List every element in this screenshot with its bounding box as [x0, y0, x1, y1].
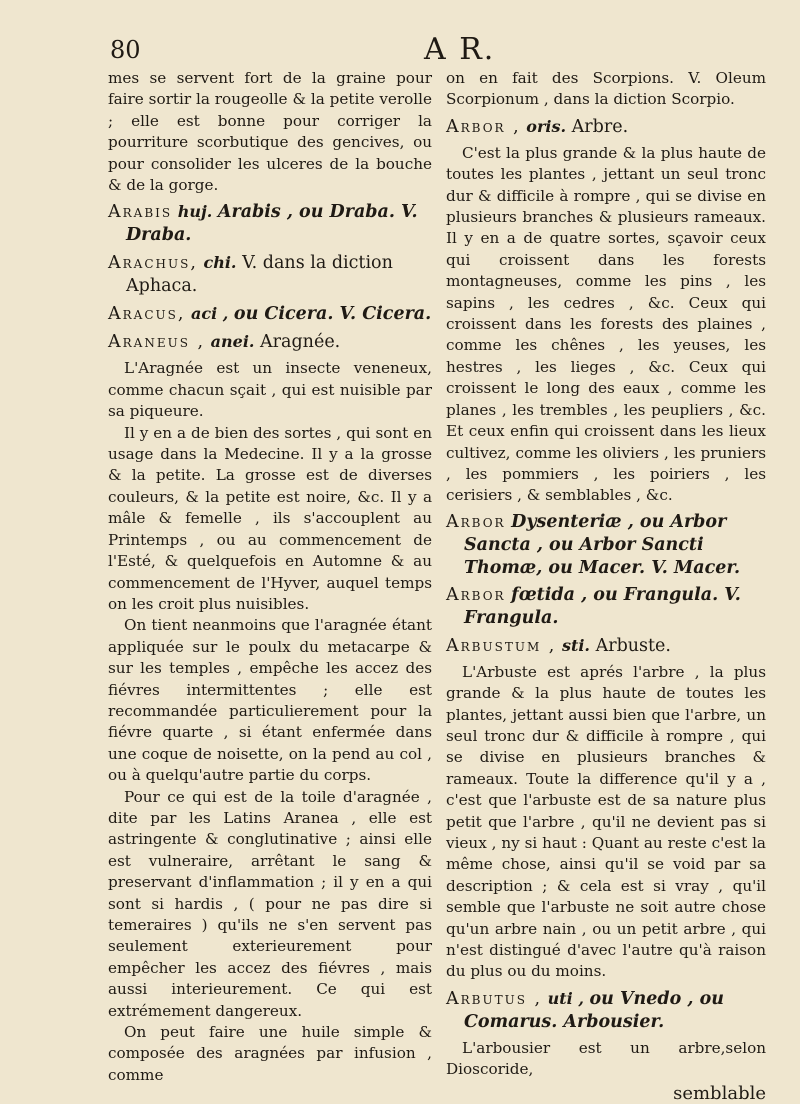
cross-reference: Arabis , ou Draba. V. Draba.	[126, 202, 418, 246]
genitive: sti.	[561, 635, 590, 655]
running-head: A R.	[424, 32, 496, 67]
paragraph: L'Aragnée est un insecte veneneux, comme chacun sçait , qui est nuisible par sa piqueure.	[108, 359, 432, 421]
headword: Arbor	[446, 511, 506, 532]
cross-reference: ou Cicera. V. Cicera.	[233, 304, 432, 325]
cross-reference: ou Vnedo , ou Comarus. Arbousier.	[464, 988, 724, 1032]
entry-arachus	[108, 251, 432, 298]
translation: Arbre.	[571, 116, 629, 137]
entry-arbustum	[446, 634, 766, 658]
headword: Arbutus ,	[446, 988, 543, 1009]
entry-araneus	[108, 330, 432, 354]
genitive: huj.	[177, 202, 213, 222]
cross-reference: Dysenteriæ , ou Arbor Sancta , ou Arbor Sancti Thomæ, ou Macer. V. Macer.	[464, 511, 741, 578]
entry-arbor	[446, 115, 766, 139]
genitive: uti ,	[547, 988, 584, 1008]
catchword: semblable	[673, 1082, 766, 1104]
paragraph: Il y en a de bien des sortes , qui sont en usage dans la Medecine. Il y a la grosse & la petite. La grosse est de diverses couleurs, & la petite est noire, &c. Il y a mâle & femelle , ils s'accouplent au Printemps , ou au commencement de l'Esté, & quelquefois en Automne & au commencement de l'Hyver, auquel temps on les croit plus nuisibles.	[108, 423, 432, 613]
cross-reference: fœtida , ou Frangula. V. Frangula.	[464, 584, 741, 628]
entry-arbor-foetida	[446, 584, 766, 630]
headword: Arbor	[446, 584, 506, 605]
genitive: aci ,	[191, 304, 229, 324]
paragraph: On tient neanmoins que l'aragnée étant appliquée sur le poulx du metacarpe & sur les temples , empêche les accez des fiévres intermittentes ; elle est recommandée particulierement pour la fiévre quarte , si étant enfermée dans une coque de noisette, on la pend au col , ou à quelqu'autre partie du corps.	[108, 616, 432, 785]
headword: Arabis	[108, 202, 173, 223]
entry-arbutus	[446, 987, 766, 1034]
headword: Arachus,	[108, 253, 198, 274]
paragraph: Pour ce qui est de la toile d'aragnée , dite par les Latins Aranea , elle est astringente & conglutinative ; ainsi elle est vulneraire, arrêtant le sang & preservant d'inflammation ; il y en a qui sont si hardis , ( pour ne pas dire si temeraires ) qu'ils ne s'en servent pas seulement exterieurement pour empêcher les accez des fiévres , mais aussi interieurement. Ce qui est extrémement dangereux.	[108, 787, 432, 1020]
paragraph: L'Arbuste est aprés l'arbre , la plus grande & la plus haute de toutes les plantes, jettant aussi bien que l'arbre, un seul tronc dur & difficile à rompre , qui se divise en plusieurs branches & rameaux. Toute la difference qu'il y a , c'est que l'arbuste est de sa nature plus petit que l'arbre , qu'il ne devient pas si vieux , ny si haut : Quant au reste c'est la même chose, ainsi qu'il se void par sa description ; & cela est si vray , qu'il semble que l'arbuste ne soit autre chose qu'un arbre nain , ou un petit arbre , qui n'est distingué d'avec l'autre qu'à raison du plus ou du moins.	[446, 662, 766, 981]
page-header	[110, 32, 770, 70]
entry-arbor-dysenteriae	[446, 511, 766, 580]
headword: Arbustum ,	[446, 635, 557, 656]
right-column	[446, 68, 766, 1104]
paragraph: C'est la plus grande & la plus haute de toutes les plantes , jettant un seul tronc dur & difficile à rompre , qui se divise en plusieurs branches & plusieurs rameaux. Il y en a de quatre sortes, sçavoir ceux qui croissent dans les forests montagneuses, comme les pins , les sapins , les cedres , &c. Ceux qui croissent dans les forests des plaines , comme les chênes , les yeuses, les hestres , les lieges , &c. Ceux qui croissent le long des eaux , comme les planes , les trembles , les peupliers , &c. Et ceux enfin qui croissent dans les lieux cultivez, comme les oliviers , les pruniers , les pommiers , les poiriers , les cerisiers , & semblables , &c.	[446, 143, 766, 505]
headword: Aracus,	[108, 304, 186, 325]
entry-aracus	[108, 302, 432, 326]
genitive: oris.	[526, 116, 567, 136]
headword: Arbor ,	[446, 116, 521, 137]
translation: Aragnée.	[260, 332, 341, 353]
left-column	[108, 68, 432, 1086]
cross-reference: V. dans la diction Aphaca.	[126, 253, 393, 297]
paragraph: On peut faire une huile simple & composée des aragnées par infusion , comme	[108, 1023, 432, 1084]
entry-arabis	[108, 200, 432, 247]
page-number: 80	[110, 36, 141, 64]
paragraph: L'arbousier est un arbre,selon Dioscoride,	[446, 1038, 766, 1079]
genitive: anei.	[210, 332, 255, 352]
translation: Arbuste.	[595, 635, 671, 656]
paragraph: on en fait des Scorpions. V. Oleum Scorpionum , dans la diction Scorpio.	[446, 69, 766, 109]
paragraph: mes se servent fort de la graine pour faire sortir la rougeolle & la petite verolle ; elle est bonne pour corriger la pourriture scorbutique des gencives, ou pour consolider les ulceres de la bouche & de la gorge.	[108, 69, 432, 195]
headword: Araneus ,	[108, 332, 206, 353]
genitive: chi.	[203, 253, 237, 273]
